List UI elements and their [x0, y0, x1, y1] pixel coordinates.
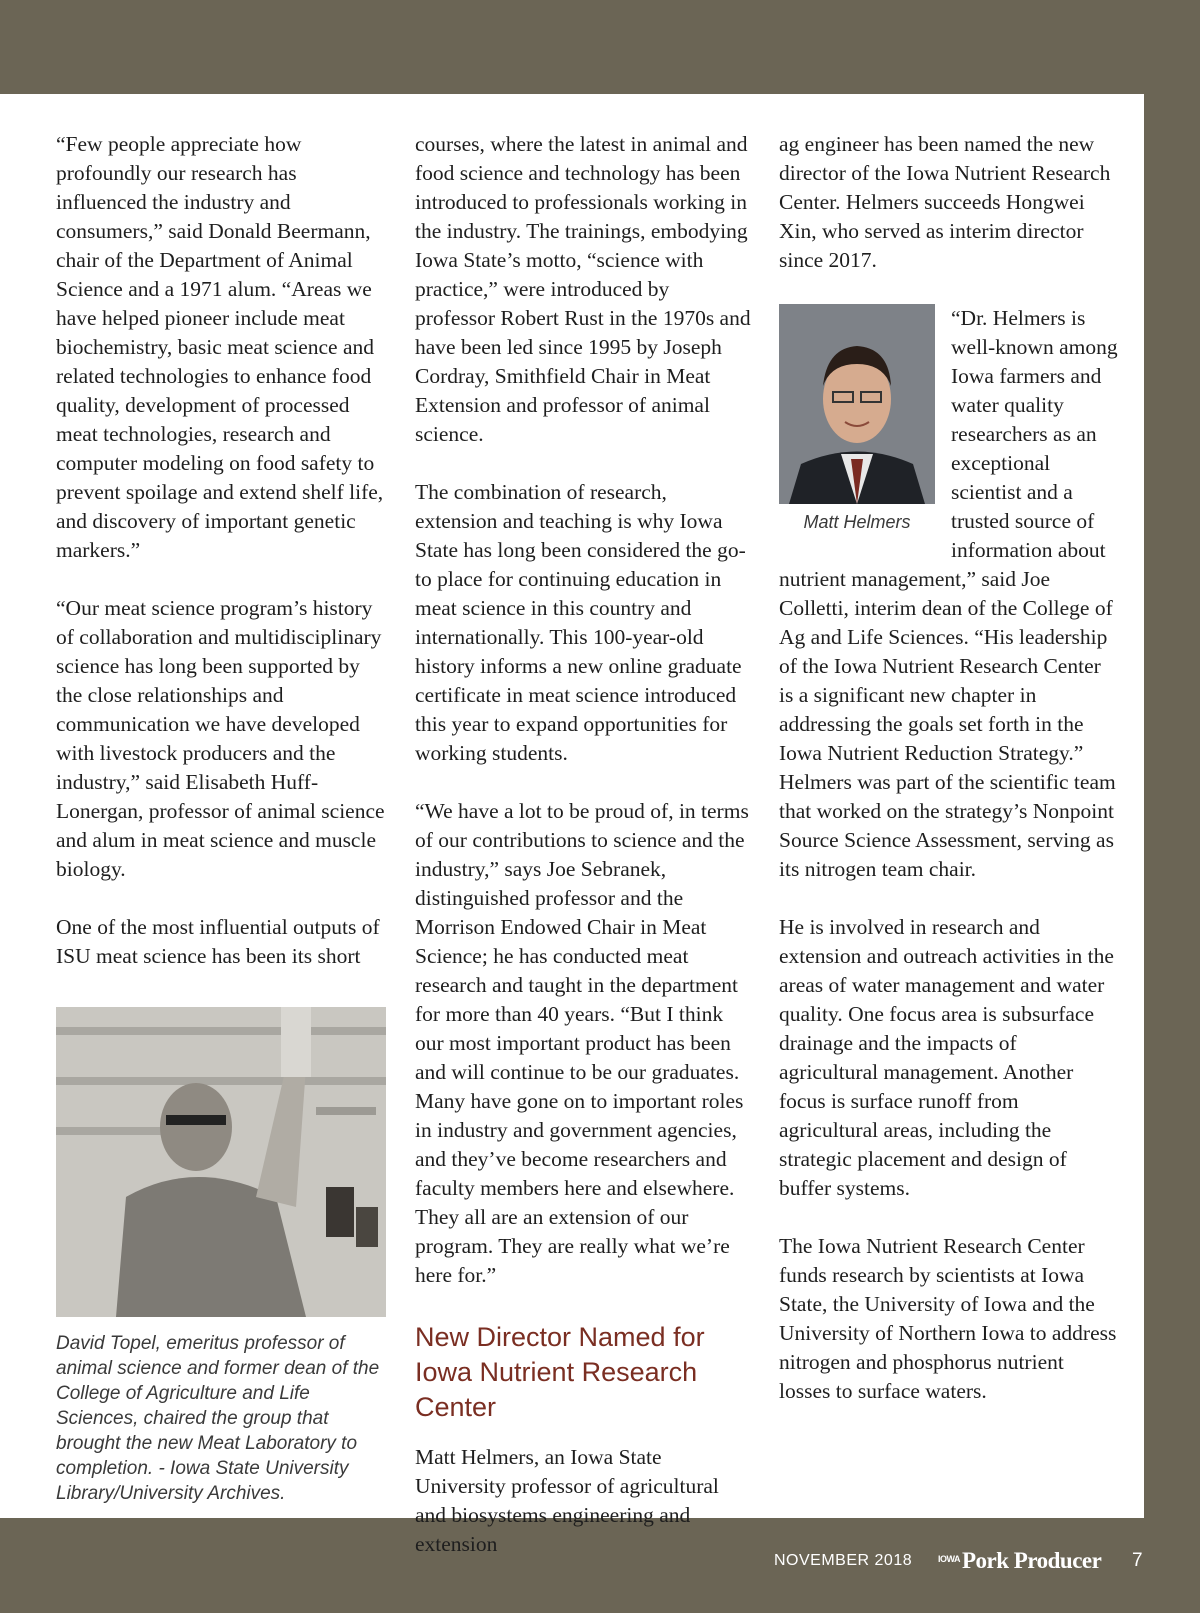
column-1	[56, 130, 390, 1506]
portrait-photo	[779, 304, 935, 504]
publication-logo	[938, 1548, 1101, 1574]
paragraph: The Iowa Nutrient Research Center funds research by scientists at Iowa State, the University of Iowa and the University of Northern Iowa to address nitrogen and phosphorus nutrient losses to surface waters.	[779, 1234, 1117, 1403]
section-headline: New Director Named for Iowa Nutrient Research Center	[415, 1322, 705, 1422]
archive-photo	[56, 1007, 386, 1317]
paragraph: Matt Helmers, an Iowa State University professor of agricultural and biosystems engineering and extension	[415, 1445, 719, 1556]
helmers-section	[779, 304, 1119, 768]
magazine-page	[0, 94, 1144, 1556]
paragraph: ag engineer has been named the new director of the Iowa Nutrient Research Center. Helmers succeeds Hongwei Xin, who served as interim director since 2017.	[779, 132, 1111, 272]
paragraph: The combination of research, extension and teaching is why Iowa State has long been considered the go-to place for continuing education in meat science in this country and internationally. This 100-year-old history informs a new online graduate certificate in meat science introduced this year to expand opportunities for working students.	[415, 480, 746, 765]
photo-caption: David Topel, emeritus professor of animal science and former dean of the College of Agriculture and Life Sciences, chaired the group that brought the new Meat Laboratory to completion. - Iowa State University Library/University Archives.	[56, 1333, 380, 1504]
page-number: 7	[1132, 1550, 1143, 1571]
paragraph: “Our meat science program’s history of collaboration and multidisciplinary science has long been supported by the close relationships and communication we have developed with livestock producers and the industry,” said Elisabeth Huff-Lonergan, professor of animal science and alum in meat science and muscle biology.	[56, 596, 385, 881]
portrait-caption: Matt Helmers	[803, 512, 911, 532]
paragraph: Helmers was part of the scientific team that worked on the strategy’s Nonpoint Source Science Assessment, serving as its nitrogen team chair.	[779, 770, 1116, 881]
issue-date: NOVEMBER 2018	[774, 1552, 913, 1569]
paragraph: “Few people appreciate how profoundly our research has influenced the industry and consumers,” said Donald Beermann, chair of the Department of Animal Science and a 1971 alum. “Areas we have helped pioneer include meat biochemistry, basic meat science and related technologies to enhance food quality, development of processed meat technologies, research and computer modeling on food safety to prevent spoilage and extend shelf life, and discovery of important genetic markers.”	[56, 132, 384, 562]
lab-scientist-illustration	[56, 1007, 386, 1317]
page-footer	[0, 1548, 1200, 1578]
paragraph: He is involved in research and extension and outreach activities in the areas of water management and water quality. One focus area is subsurface drainage and the impacts of agricultural management. Another focus is surface runoff from agricultural areas, including the strategic placement and design of buffer systems.	[779, 915, 1114, 1200]
paragraph: “We have a lot to be proud of, in terms of our contributions to science and the industry,” says Joe Sebranek, distinguished professor and the Morrison Endowed Chair in Meat Science; he has conducted meat research and taught in the department for more than 40 years. “But I think our most important product has been and will continue to be our graduates. Many have gone on to important roles in industry and government agencies, and they’ve become researchers and faculty members here and elsewhere. They all are an extension of our program. They are really what we’re here for.”	[415, 799, 749, 1287]
paragraph: One of the most influential outputs of ISU meat science has been its short	[56, 915, 380, 968]
portrait-box	[779, 304, 935, 533]
column-3	[779, 130, 1119, 1406]
column-2	[415, 130, 753, 1559]
paragraph: “Dr. Helmers is well-known among Iowa farmers and water quality researchers as an exceptional scientist and a trusted source of information about nutrient management,” said Joe Colletti, interim dean of the College of Ag and Life Sciences. “His leadership of the Iowa Nutrient Research Center is a significant new chapter in addressing the goals set forth in the Iowa Nutrient Reduction Strategy.”	[779, 306, 1118, 765]
logo-text: Pork Producer	[962, 1548, 1102, 1573]
logo-prefix: IOWA	[938, 1554, 960, 1564]
paragraph: courses, where the latest in animal and food science and technology has been introduced to professionals working in the industry. The trainings, embodying Iowa State’s motto, “science with practice,” were introduced by professor Robert Rust in the 1970s and have been led since 1995 by Joseph Cordray, Smithfield Chair in Meat Extension and professor of animal science.	[415, 132, 751, 446]
portrait-illustration	[779, 304, 935, 504]
